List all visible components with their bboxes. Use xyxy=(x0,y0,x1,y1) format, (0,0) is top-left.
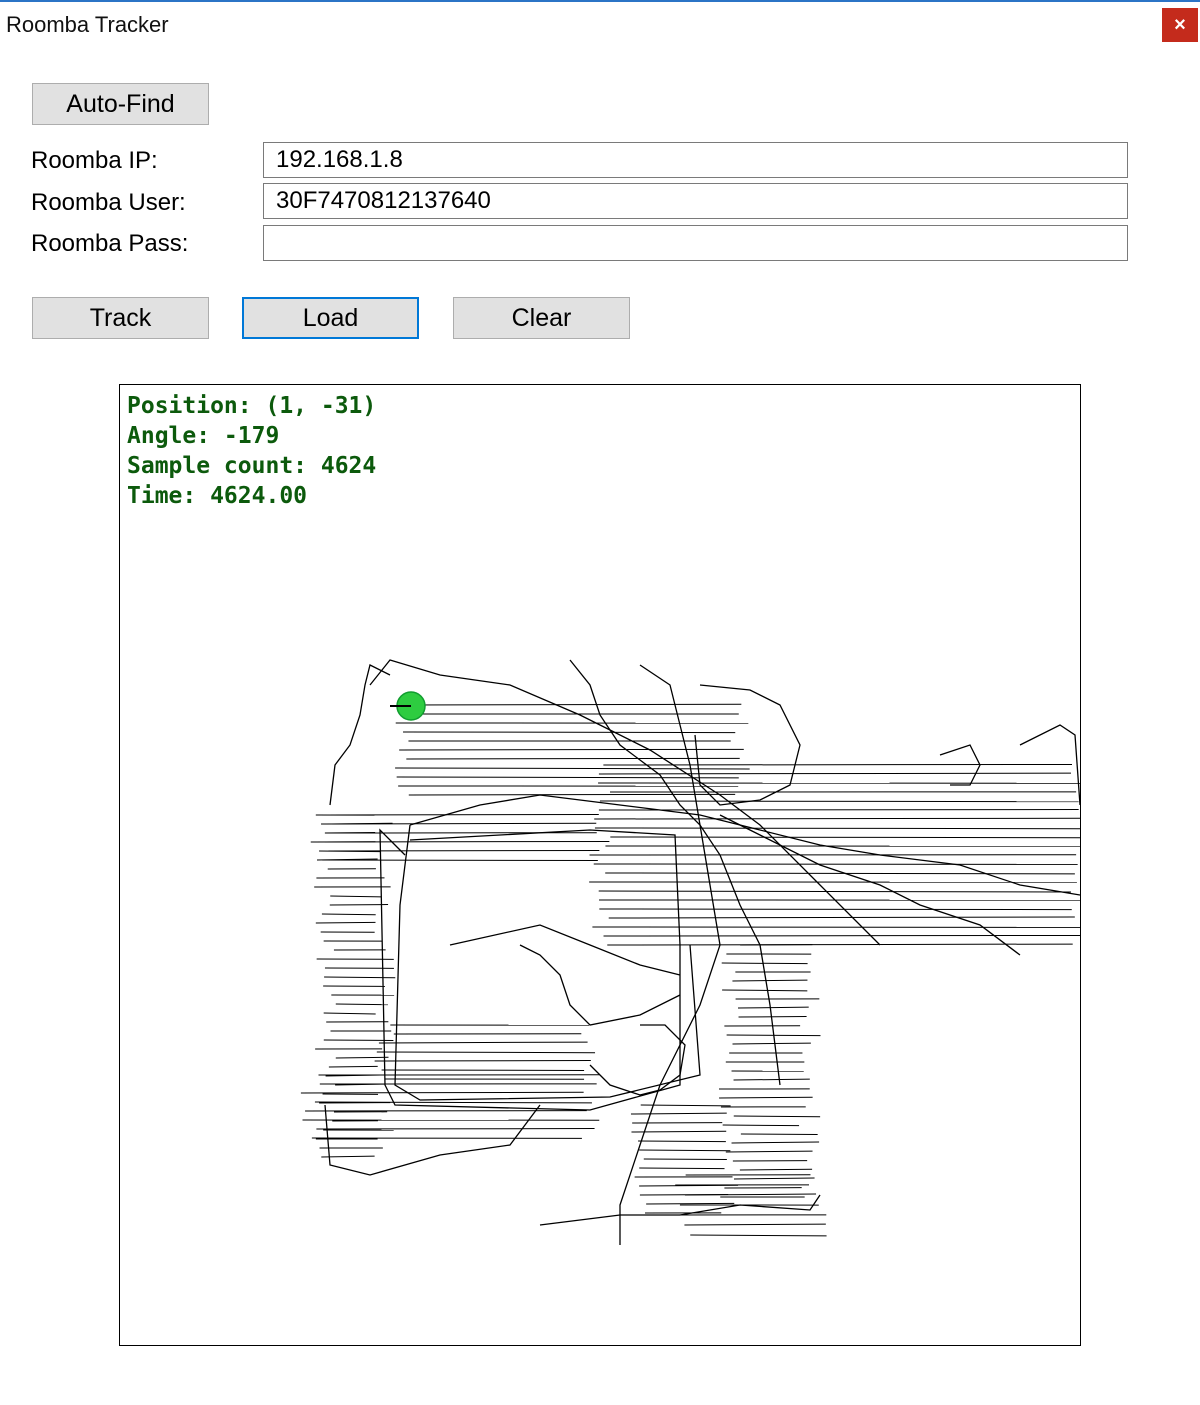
path-segment xyxy=(379,1042,588,1043)
path-segment xyxy=(734,1178,815,1179)
path-segment xyxy=(722,990,807,991)
path-segment xyxy=(605,873,1075,874)
path-segment xyxy=(719,1097,813,1098)
path-segment xyxy=(738,1007,809,1008)
path-trail xyxy=(570,660,780,1085)
path-trail xyxy=(1020,725,1080,805)
path-segment xyxy=(690,1235,826,1236)
path-segment xyxy=(732,980,807,981)
roomba-pass-label: Roomba Pass: xyxy=(31,230,189,257)
path-segment xyxy=(595,828,1080,829)
path-segment xyxy=(607,944,1072,945)
path-segment xyxy=(395,768,750,769)
path-segment xyxy=(741,1134,818,1135)
path-segment xyxy=(604,935,1080,936)
path-segment xyxy=(734,1079,810,1080)
roomba-user-label: Roomba User: xyxy=(31,189,186,216)
path-map xyxy=(120,385,1080,1345)
roomba-ip-label: Roomba IP: xyxy=(31,147,158,174)
path-segment xyxy=(599,891,1071,892)
path-segment xyxy=(409,794,735,795)
path-segment xyxy=(405,704,742,705)
window-title: Roomba Tracker xyxy=(6,12,169,37)
path-segment xyxy=(610,837,1080,838)
path-segment xyxy=(336,1057,389,1058)
path-segment xyxy=(328,850,599,851)
path-segment xyxy=(322,914,376,915)
path-segment xyxy=(599,909,1071,910)
time-readout: Time: 4624.00 xyxy=(127,483,308,509)
angle-readout: Angle: -179 xyxy=(127,423,280,449)
roomba-pass-field[interactable] xyxy=(263,225,1128,261)
position-readout: Position: (1, -31) xyxy=(127,393,377,419)
path-segment xyxy=(403,732,735,733)
path-segment xyxy=(732,1142,820,1143)
auto-find-button[interactable]: Auto-Find xyxy=(32,83,209,125)
path-trail xyxy=(620,665,720,1245)
path-trail xyxy=(720,815,1020,955)
path-segment xyxy=(301,1092,584,1093)
path-segment xyxy=(734,1116,820,1117)
close-icon: × xyxy=(1174,13,1186,36)
path-segment xyxy=(646,1203,734,1204)
path-trail xyxy=(330,665,390,805)
path-segment xyxy=(600,801,1079,802)
path-segment xyxy=(377,1052,595,1053)
sample-count-readout: Sample count: 4624 xyxy=(127,453,377,479)
map-canvas[interactable] xyxy=(119,384,1081,1346)
load-button[interactable]: Load xyxy=(242,297,419,339)
path-segment xyxy=(684,1224,825,1225)
path-trail xyxy=(325,1105,540,1175)
path-segment xyxy=(336,1004,388,1005)
path-trail xyxy=(450,925,680,975)
path-trail xyxy=(540,1195,820,1225)
path-trail xyxy=(520,945,680,1025)
path-segment xyxy=(723,1125,799,1126)
path-segment xyxy=(599,773,1071,774)
roomba-ip-value: 192.168.1.8 xyxy=(276,146,403,173)
path-segment xyxy=(638,1141,726,1142)
room-outline xyxy=(380,830,680,1110)
path-segment xyxy=(631,1131,726,1132)
clear-button[interactable]: Clear xyxy=(453,297,630,339)
path-segment xyxy=(330,896,381,897)
path-segment xyxy=(406,758,739,759)
path-segment xyxy=(739,1016,807,1017)
path-segment xyxy=(324,1013,376,1014)
path-segment xyxy=(740,1169,812,1170)
roomba-user-field[interactable] xyxy=(263,183,1128,219)
roomba-ip-field[interactable] xyxy=(263,142,1128,178)
path-segment xyxy=(324,977,395,978)
title-bar[interactable] xyxy=(0,2,1200,48)
path-trail xyxy=(590,1025,685,1095)
path-segment xyxy=(631,1113,727,1114)
path-segment xyxy=(726,1151,813,1152)
path-segment xyxy=(332,823,392,824)
path-segment xyxy=(319,851,380,852)
path-trail xyxy=(695,685,800,805)
path-segment xyxy=(594,818,1080,819)
roomba-user-value: 30F7470812137640 xyxy=(276,187,491,214)
path-segment xyxy=(399,749,744,750)
close-button[interactable] xyxy=(1162,8,1198,42)
path-segment xyxy=(639,1150,730,1151)
track-button[interactable]: Track xyxy=(32,297,209,339)
path-segment xyxy=(639,1168,724,1169)
path-segment xyxy=(722,963,808,964)
path-segment xyxy=(641,1105,731,1106)
path-segment xyxy=(397,777,739,778)
path-segment xyxy=(316,922,376,923)
path-segment xyxy=(329,1066,378,1067)
path-segment xyxy=(322,860,598,861)
path-trail xyxy=(370,660,880,945)
path-segment xyxy=(733,1043,811,1044)
